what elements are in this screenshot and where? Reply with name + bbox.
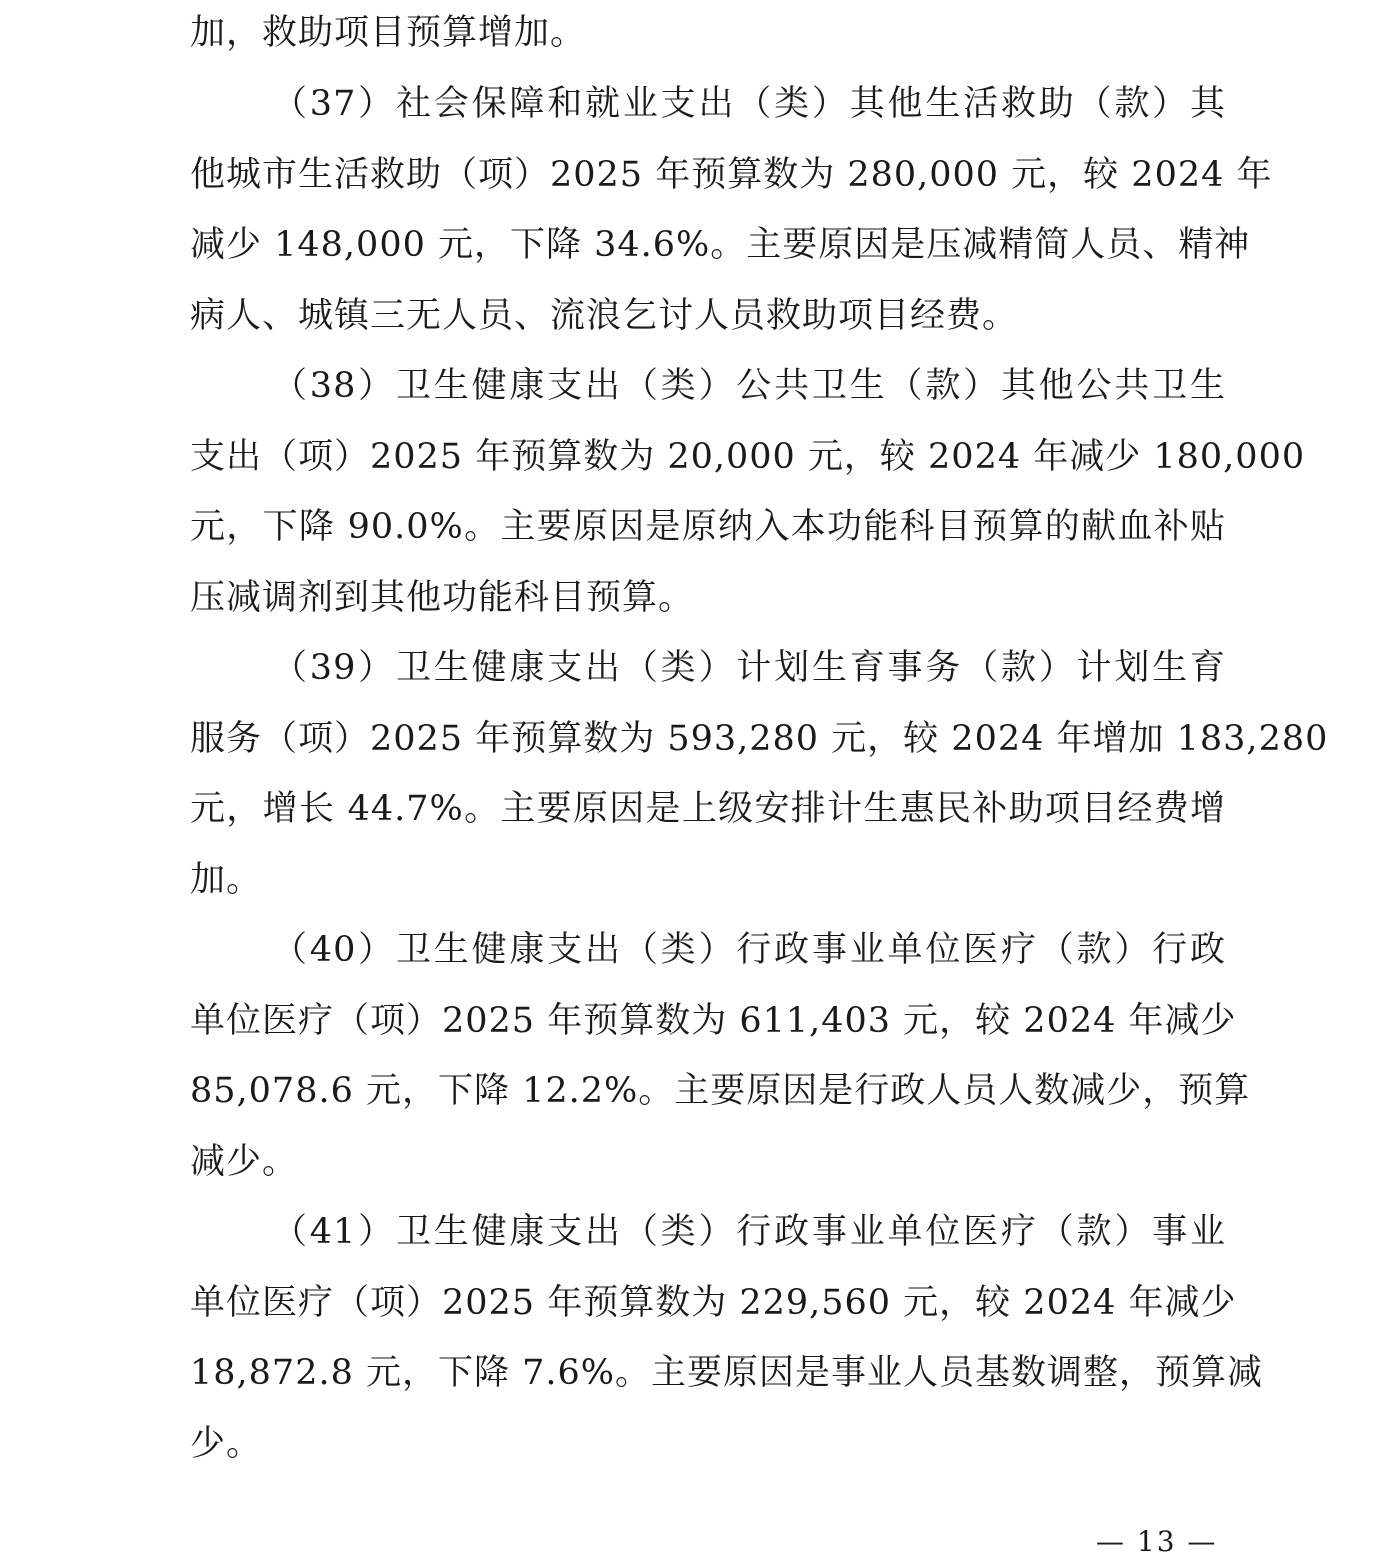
text-line: 减少。 [190, 1142, 299, 1182]
text-line: 减少 148,000 元，下降 34.6%。主要原因是压减精简人员、精神 [190, 225, 1251, 265]
text-line: 18,872.8 元，下降 7.6%。主要原因是事业人员基数调整，预算减 [190, 1353, 1264, 1393]
text-line: 加。 [190, 860, 263, 900]
text-line: 压减调剂到其他功能科目预算。 [190, 578, 695, 618]
text-line: 元，增长 44.7%。主要原因是上级安排计生惠民补助项目经费增 [190, 789, 1226, 829]
text-line: 服务（项）2025 年预算数为 593,280 元，较 2024 年增加 183,280 [190, 719, 1329, 759]
section-40-heading-line: （40）卫生健康支出（类）行政事业单位医疗（款）行政 [272, 930, 1226, 970]
text-line: 他城市生活救助（项）2025 年预算数为 280,000 元，较 2024 年 [190, 155, 1273, 195]
text-line: 单位医疗（项）2025 年预算数为 229,560 元，较 2024 年减少 [190, 1283, 1237, 1323]
text-line: 元，下降 90.0%。主要原因是原纳入本功能科目预算的献血补贴 [190, 507, 1226, 547]
section-38-heading-line: （38）卫生健康支出（类）公共卫生（款）其他公共卫生 [272, 366, 1226, 406]
section-41-heading-line: （41）卫生健康支出（类）行政事业单位医疗（款）事业 [272, 1212, 1226, 1252]
text-line: 支出（项）2025 年预算数为 20,000 元，较 2024 年减少 180,000 [190, 437, 1306, 477]
text-line: 85,078.6 元，下降 12.2%。主要原因是行政人员人数减少，预算 [190, 1071, 1251, 1111]
text-line: 病人、城镇三无人员、流浪乞讨人员救助项目经费。 [190, 296, 1019, 336]
page-number: — 13 — [1096, 1525, 1218, 1558]
section-39-heading-line: （39）卫生健康支出（类）计划生育事务（款）计划生育 [272, 648, 1226, 688]
section-37-heading-line: （37）社会保障和就业支出（类）其他生活救助（款）其 [272, 84, 1226, 124]
text-line: 加，救助项目预算增加。 [190, 13, 587, 53]
text-line: 单位医疗（项）2025 年预算数为 611,403 元，较 2024 年减少 [190, 1001, 1237, 1041]
text-line: 少。 [190, 1424, 263, 1464]
